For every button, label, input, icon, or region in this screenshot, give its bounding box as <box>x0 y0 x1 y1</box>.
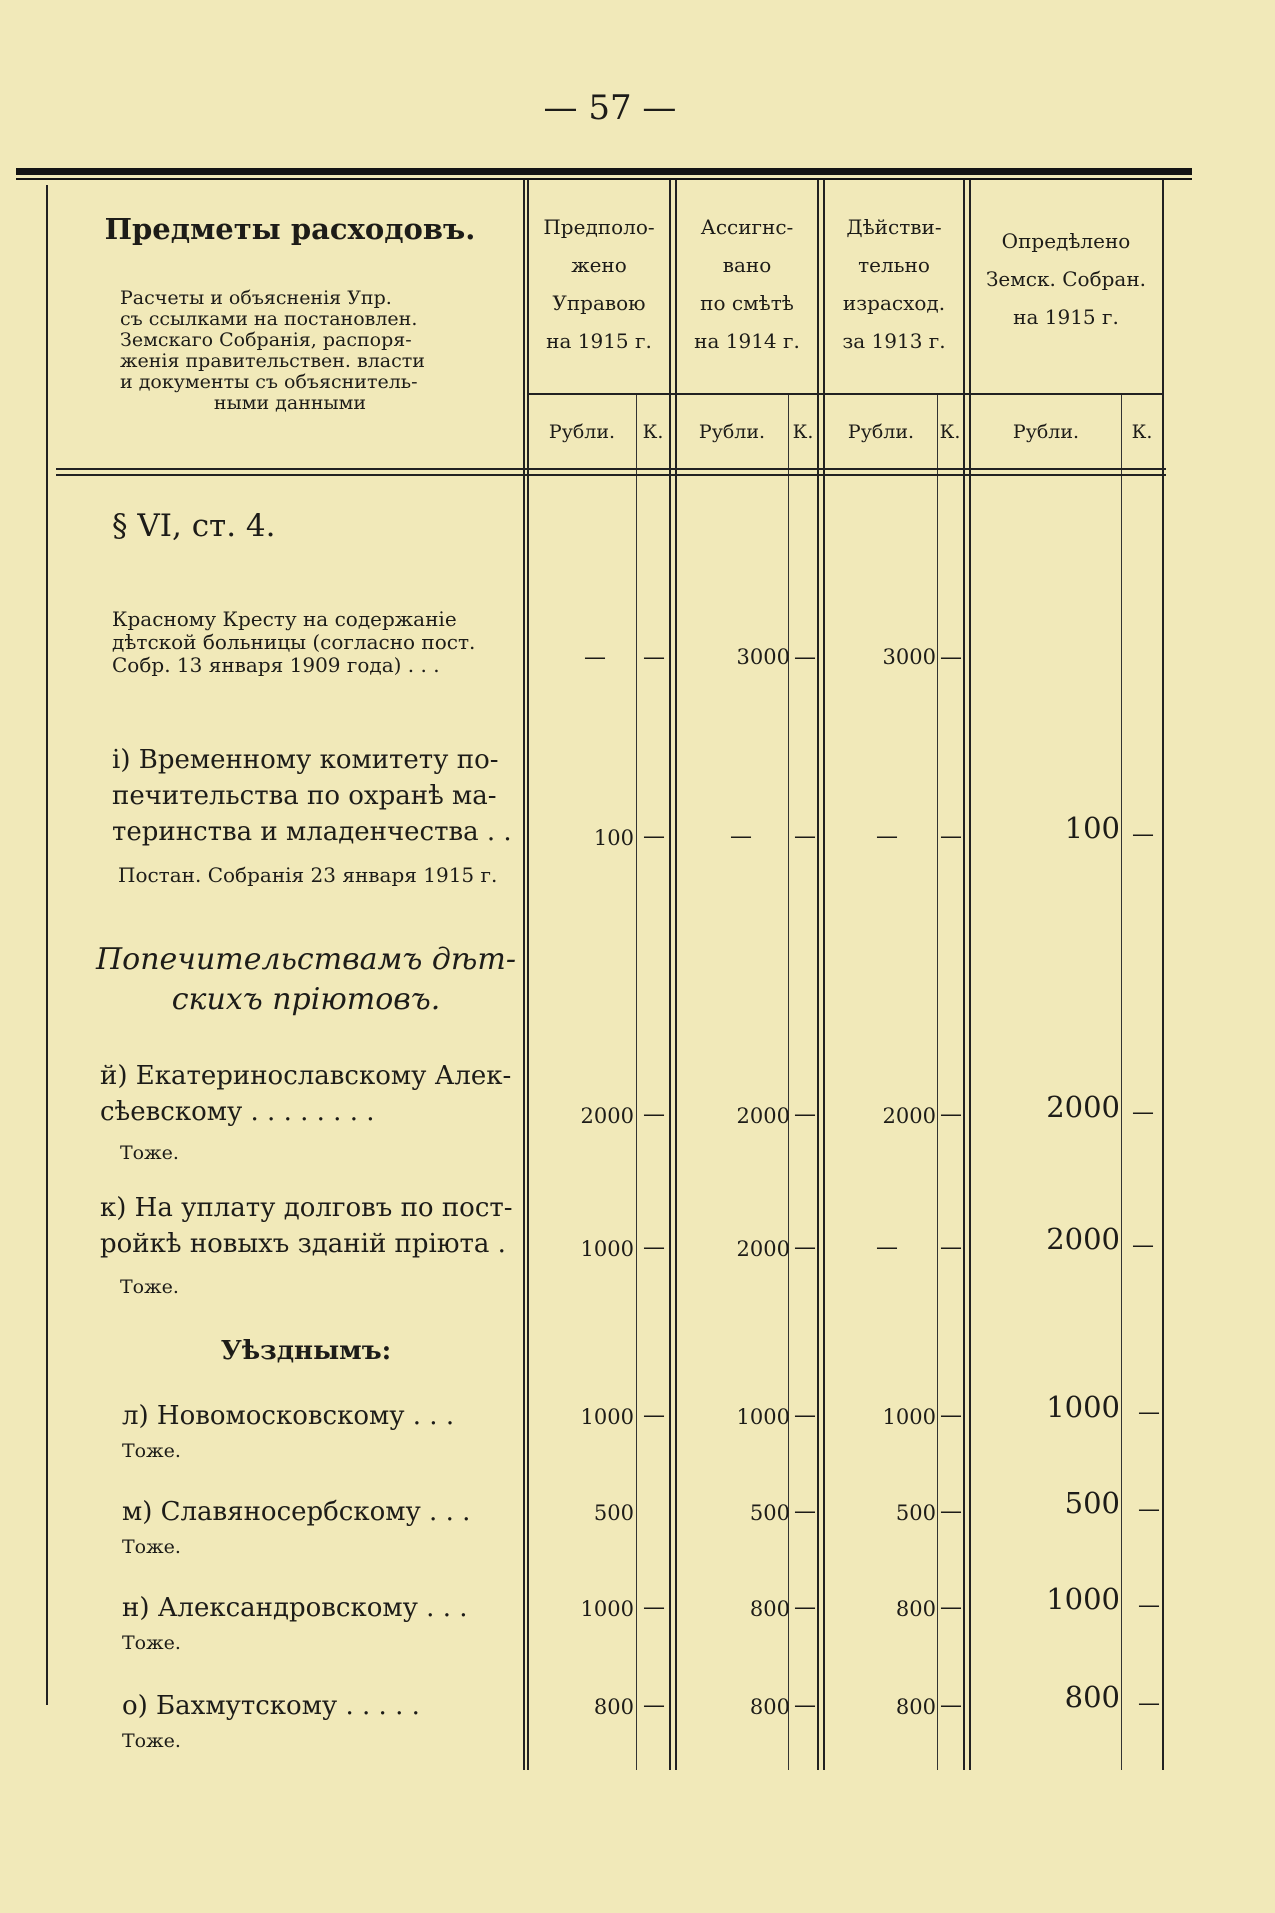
list-item: о) Бахмутскому . . . . . <box>122 1691 420 1721</box>
item-note: Тоже. <box>122 1730 181 1752</box>
amount-determined-kop: — <box>1132 1100 1154 1125</box>
unit-kop: К. <box>642 421 664 443</box>
amount-proposed-kop: — <box>643 1693 665 1718</box>
amount-spent: 2000 <box>882 1104 936 1128</box>
amount-spent: — <box>876 824 898 849</box>
column-header-proposed: Предполо- жено Управою на 1915 г. <box>543 215 655 353</box>
unit-rub: Рубли. <box>1012 421 1080 443</box>
group-heading: Попечительствамъ дѣт- скихъ пріютовъ. <box>96 942 516 1017</box>
amount-spent-kop: — <box>940 824 962 849</box>
amount-assigned: 1000 <box>736 1405 790 1429</box>
column-divider <box>823 180 825 1770</box>
top-rule <box>16 168 1192 175</box>
unit-kop: К. <box>939 421 961 443</box>
list-item: к) На уплату долговъ по пост- ройкѣ новыхъ зданій пріюта . <box>100 1193 513 1259</box>
list-item: м) Славяносербскому . . . <box>122 1497 471 1527</box>
amount-spent-kop: — <box>940 1499 962 1524</box>
column-divider <box>675 180 677 1770</box>
amount-spent-kop: — <box>940 1595 962 1620</box>
column-divider <box>669 180 671 1770</box>
amount-proposed-kop: — <box>643 1235 665 1260</box>
header-bottom-rule <box>56 468 1166 470</box>
amount-assigned-kop: — <box>794 1403 816 1428</box>
group-subheading: Уѣзднымъ: <box>220 1336 392 1366</box>
amount-proposed: 800 <box>593 1695 634 1719</box>
column-divider <box>1121 395 1122 1770</box>
amount-assigned-kop: — <box>794 824 816 849</box>
amount-proposed: 1000 <box>580 1405 634 1429</box>
amount-proposed: 500 <box>593 1501 634 1525</box>
table-left-border <box>46 185 48 1705</box>
list-item: і) Временному комитету по- печительства по охранѣ ма- теринства и младенчества . . <box>112 745 512 847</box>
column-divider <box>937 395 938 1770</box>
amount-proposed: 100 <box>593 826 634 850</box>
unit-kop: К. <box>792 421 814 443</box>
amount-assigned: 800 <box>749 1695 790 1719</box>
amount-determined-kop: — <box>1132 1233 1154 1258</box>
amount-determined-kop: — <box>1132 822 1154 847</box>
amount-assigned: — <box>730 824 752 849</box>
top-rule-thin <box>16 178 1192 180</box>
item-note: Тоже. <box>120 1276 179 1298</box>
amount-determined: 2000 <box>1046 1090 1120 1124</box>
amount-assigned-kop: — <box>794 1595 816 1620</box>
list-item: н) Александровскому . . . <box>122 1593 468 1623</box>
amount-spent-kop: — <box>940 1102 962 1127</box>
item-note: Постан. Собранія 23 января 1915 г. <box>118 863 498 887</box>
column-divider <box>636 395 637 1770</box>
amount-proposed-kop: — <box>643 824 665 849</box>
amount-determined: 1000 <box>1046 1390 1120 1424</box>
amount-assigned: 800 <box>749 1597 790 1621</box>
amount-determined-kop: — <box>1138 1691 1160 1716</box>
amount-assigned-kop: — <box>794 1102 816 1127</box>
column-header-spent: Дѣйстви- тельно израсход. за 1913 г. <box>842 215 946 353</box>
amount-determined: 500 <box>1064 1486 1120 1520</box>
amount-spent: — <box>876 1235 898 1260</box>
amount-determined: 1000 <box>1046 1582 1120 1616</box>
amount-assigned-kop: — <box>794 1499 816 1524</box>
amount-spent: 500 <box>895 1501 936 1525</box>
amount-proposed: 1000 <box>580 1237 634 1261</box>
amount-assigned: 500 <box>749 1501 790 1525</box>
amount-determined: 800 <box>1064 1680 1120 1714</box>
header-subtitle: Расчеты и объясненія Упр. съ ссылками на постановлен. Земскаго Собранія, распоря- женія правительствен. власти и документы съ объяснитель- ными данными <box>120 287 425 414</box>
amount-determined-kop: — <box>1138 1593 1160 1618</box>
amount-assigned: 3000 <box>736 645 790 669</box>
column-divider <box>523 180 525 1770</box>
amount-proposed-kop: — <box>643 1595 665 1620</box>
unit-rub: Рубли. <box>548 421 616 443</box>
table-right-border <box>1162 180 1164 1770</box>
amount-proposed-kop: — <box>643 645 665 670</box>
column-divider <box>969 180 971 1770</box>
amount-assigned-kop: — <box>794 645 816 670</box>
amount-spent-kop: — <box>940 1235 962 1260</box>
unit-rub: Рубли. <box>698 421 766 443</box>
item-note: Тоже. <box>122 1632 181 1654</box>
amount-determined: 2000 <box>1046 1222 1120 1256</box>
item-note: Тоже. <box>122 1440 181 1462</box>
column-divider <box>817 180 819 1770</box>
column-header-assigned: Ассигнс- вано по смѣтѣ на 1914 г. <box>694 215 800 353</box>
amount-spent: 3000 <box>882 645 936 669</box>
amount-spent: 800 <box>895 1695 936 1719</box>
list-item: л) Новомосковскому . . . <box>122 1401 455 1431</box>
section-heading: § VI, ст. 4. <box>112 508 276 544</box>
unit-kop: К. <box>1131 421 1153 443</box>
list-item: Красному Кресту на содержаніе дѣтской больницы (согласно пост. Собр. 13 января 1909 года) . . . <box>112 607 476 677</box>
header-bottom-rule <box>56 474 1166 476</box>
amount-assigned: 2000 <box>736 1104 790 1128</box>
amount-assigned-kop: — <box>794 1235 816 1260</box>
amount-proposed: — <box>584 645 606 670</box>
amount-proposed-kop: — <box>643 1102 665 1127</box>
column-divider <box>963 180 965 1770</box>
item-note: Тоже. <box>122 1536 181 1558</box>
amount-determined-kop: — <box>1138 1497 1160 1522</box>
amount-spent-kop: — <box>940 1693 962 1718</box>
amount-determined: 100 <box>1064 811 1120 845</box>
amount-spent: 1000 <box>882 1405 936 1429</box>
amount-proposed: 1000 <box>580 1597 634 1621</box>
amount-proposed: 2000 <box>580 1104 634 1128</box>
page-number: — 57 — <box>543 88 677 128</box>
header-subrule <box>527 393 1164 395</box>
amount-assigned-kop: — <box>794 1693 816 1718</box>
header-title: Предметы расходовъ. <box>104 212 476 246</box>
column-divider <box>788 395 789 1770</box>
amount-spent-kop: — <box>940 645 962 670</box>
column-divider <box>527 180 529 1770</box>
amount-spent-kop: — <box>940 1403 962 1428</box>
unit-rub: Рубли. <box>847 421 915 443</box>
amount-determined-kop: — <box>1138 1400 1160 1425</box>
item-note: Тоже. <box>120 1142 179 1164</box>
amount-assigned: 2000 <box>736 1237 790 1261</box>
amount-proposed-kop: — <box>643 1403 665 1428</box>
amount-spent: 800 <box>895 1597 936 1621</box>
list-item: й) Екатеринославскому Алек- сѣевскому . . . . . . . . <box>100 1061 512 1127</box>
column-header-determined: Опредѣлено Земск. Собран. на 1915 г. <box>985 229 1147 329</box>
